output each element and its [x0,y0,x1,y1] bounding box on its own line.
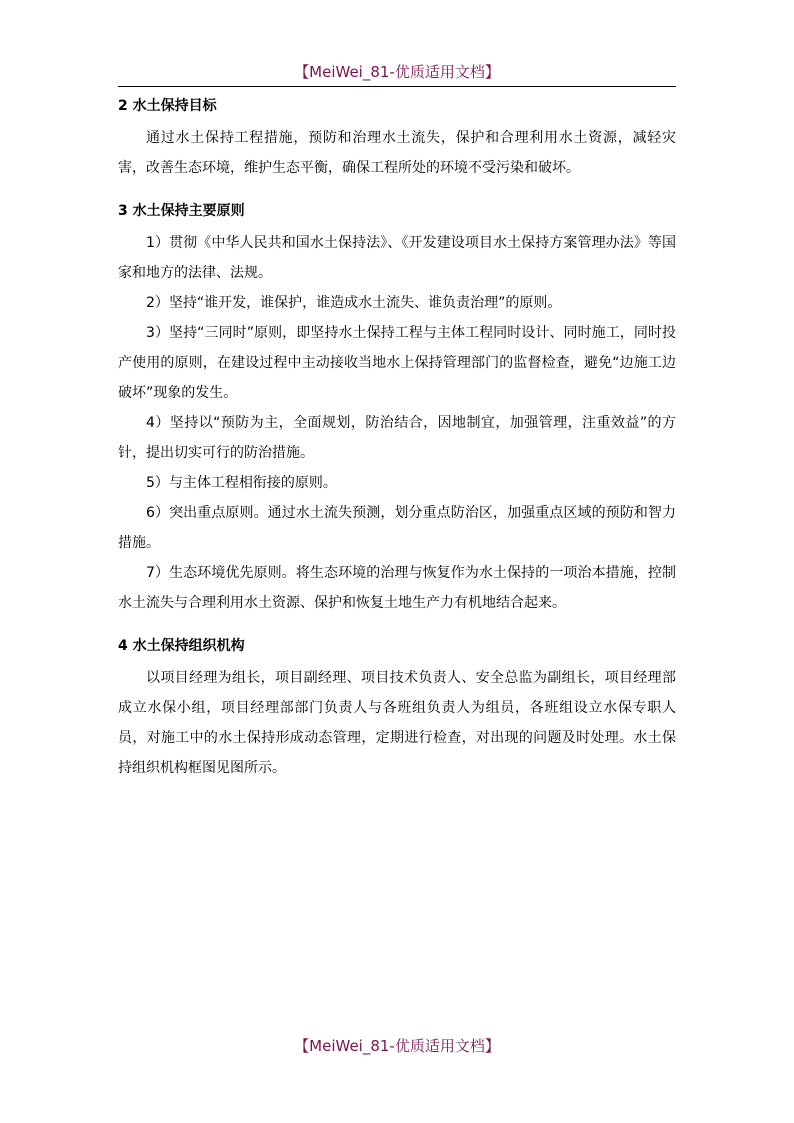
section-organization [118,634,676,783]
paragraph: 1）贯彻《中华人民共和国水土保持法》、《开发建设项目水土保持方案管理办法》等国家和地方的法律、法规。 [118,235,676,281]
document-body [118,94,676,783]
paragraph: 以项目经理为组长，项目副经理、项目技术负责人、安全总监为副组长，项目经理部成立水保小组，项目经理部部门负责人与各班组负责人为组员，各班组设立水保专职人员，对施工中的水土保持形成动态管理，定期进行检查，对出现的问题及时处理。水土保持组织机构框图见图所示。 [118,670,676,776]
page-footer: 【MeiWei_81-优质适用文档】 [294,1037,500,1055]
section-objective [118,94,676,183]
paragraph: 7）生态环境优先原则。将生态环境的治理与恢复作为水土保持的一项治本措施，控制水土流失与合理利用水土资源、保护和恢复土地生产力有机地结合起来。 [118,565,676,611]
section-heading: 4 水土保持组织机构 [118,638,245,654]
paragraph: 4）坚持以“预防为主，全面规划，防治结合，因地制宜，加强管理，注重效益”的方针，提出切实可行的防治措施。 [118,415,676,461]
paragraph: 6）突出重点原则。通过水土流失预测，划分重点防治区，加强重点区域的预防和智力措施。 [118,505,676,551]
paragraph: 2）坚持“谁开发，谁保护，谁造成水土流失、谁负责治理”的原则。 [146,295,562,311]
paragraph: 通过水土保持工程措施，预防和治理水土流失，保护和合理利用水土资源，减轻灾害，改善生态环境，维护生态平衡，确保工程所处的环境不受污染和破坏。 [118,130,676,176]
section-heading: 3 水土保持主要原则 [118,203,245,219]
page-header: 【MeiWei_81-优质适用文档】 [294,63,500,81]
paragraph: 3）坚持“三同时”原则，即坚持水土保持工程与主体工程同时设计、同时施工，同时投产使用的原则，在建设过程中主动接收当地水上保持管理部门的监督检查，避免“边施工边破坏”现象的发生。 [118,325,676,401]
header-rule [118,86,676,87]
section-heading: 2 水土保持目标 [118,98,217,114]
paragraph: 5）与主体工程相衔接的原则。 [146,475,337,491]
section-principles [118,199,676,618]
